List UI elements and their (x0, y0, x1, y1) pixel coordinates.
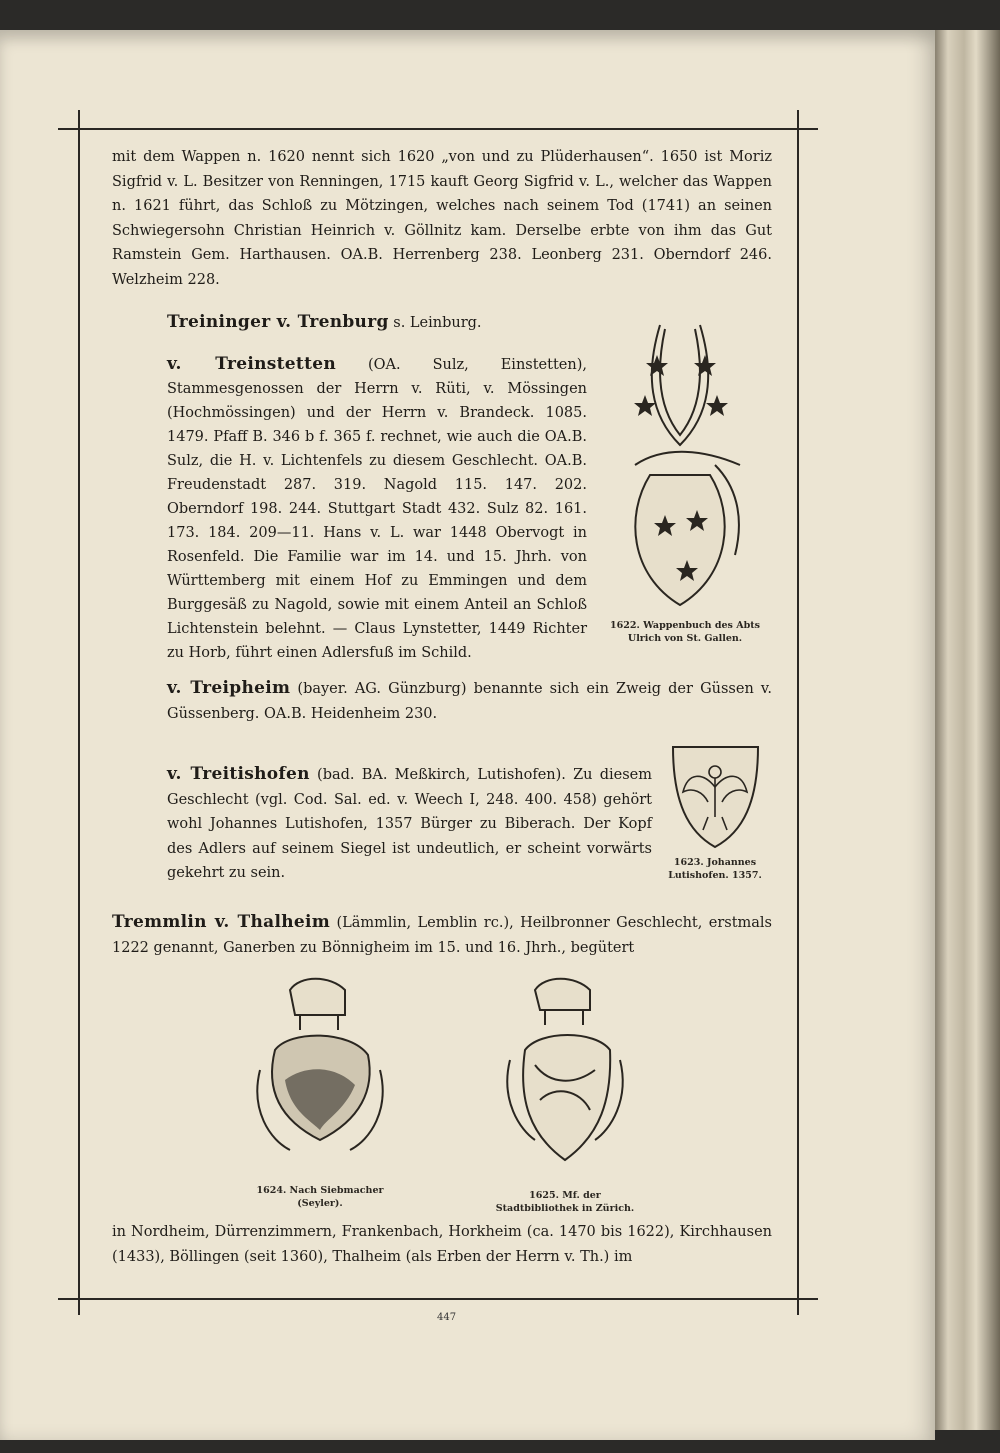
figure-caption: 1622. Wappenbuch des Abts Ulrich von St. Gallen. (610, 620, 760, 644)
frame-line-right (797, 110, 799, 1315)
entry-heading: Treininger v. Trenburg (167, 312, 389, 332)
crested-helm-drawing (250, 970, 390, 1180)
entry-text: s. Leinburg. (388, 315, 482, 331)
figure-1624 (240, 970, 400, 1210)
intro-paragraph (112, 145, 772, 292)
figure-1625 (490, 970, 640, 1215)
entry-treitishofen (112, 762, 652, 886)
shield-with-lamb-drawing (500, 970, 630, 1185)
entry-treinstetten (112, 352, 587, 665)
entry-heading: v. Treipheim (167, 678, 291, 698)
entry-text: (bad. BA. Meßkirch, Lutishofen). Zu diesem Geschlecht (vgl. Cod. Sal. ed. v. Weech I, 248. 400. 458) gehört wohl Johannes Lutishofen, 1357 Bürger zu Biberach. Der Kopf des Adlers auf seinem Siegel ist undeutlich, er scheint vorwärts gekehrt zu sein. (167, 767, 653, 881)
figure-caption: 1624. Nach Siebmacher (Seyler). (256, 1185, 384, 1209)
entry-text: (bayer. AG. Günzburg) benannte sich ein Zweig der Güssen v. Güssenberg. OA.B. Heidenheim 230. (167, 681, 772, 722)
entry-heading: v. Treitishofen (167, 764, 310, 784)
entry-text: (Lämmlin, Lemblin rc.), Heilbronner Geschlecht, erstmals 1222 genannt, Ganerben zu Bönnigheim im 15. und 16. Jhrh., begütert (112, 915, 772, 956)
figure-1622 (600, 315, 770, 645)
figure-caption: 1623. Johannes Lutishofen. 1357. (668, 857, 762, 881)
frame-line-top (58, 128, 818, 130)
entry-tremmlin-continued (112, 1220, 772, 1269)
figure-caption: 1625. Mf. der Stadtbibliothek in Zürich. (495, 1190, 635, 1214)
entry-text: (OA. Sulz, Einstetten), Stammesgenossen der Herrn v. Rüti, v. Mössingen (Hochmössingen) und der Herrn v. Brandeck. 1085. 1479. Pfaff B. 346 b f. 365 f. rechnet, wie auch die OA.B. Sulz, die H. v. Lichtenfels zu diesem Geschlecht. OA.B. Freudenstadt 287. 319. Nagold 115. 147. 202. Oberndorf 198. 244. Stuttgart Stadt 432. Sulz 82. 161. 173. 184. 209—11. Hans v. L. war 1448 Obervogt in Rosenfeld. Die Familie war im 14. und 15. Jhrh. von Württemberg mit einem Hof zu Emmingen und dem Burggesäß zu Nagold, sowie mit einem Anteil an Schloß Lichtenstein belehnt. — Claus Lynstetter, 1449 Richter zu Horb, führt einen Adlersfuß im Schild. (167, 357, 587, 661)
intro-text: mit dem Wappen n. 1620 nennt sich 1620 „von und zu Plüderhausen“. 1650 ist Moriz Sigfrid v. L. Besitzer von Renningen, 1715 kauft Georg Sigfrid v. L., welcher das Wappen n. 1621 führt, das Schloß zu Mötzingen, welches nach seinem Tod (1741) an seinen Schwiegersohn Christian Heinrich v. Göllnitz kam. Derselbe erbte von ihm das Gut Ramstein Gem. Harthausen. OA.B. Herrenberg 238. Leonberg 231. Oberndorf 246. Welzheim 228. (112, 149, 772, 288)
entry-heading: Tremmlin v. Thalheim (112, 912, 331, 932)
entry-continued-text: in Nordheim, Dürrenzimmern, Frankenbach, Horkheim (ca. 1470 bis 1622), Kirchhausen (1433), Böllingen (seit 1360), Thalheim (als Erben der Herrn v. Th.) im (112, 1224, 772, 1265)
entry-heading: v. Treinstetten (167, 354, 336, 374)
eagle-shield-drawing (668, 742, 763, 852)
coat-of-arms-drawing (605, 315, 765, 615)
entry-treipheim (112, 676, 772, 726)
page-number: 447 (437, 1312, 457, 1323)
entry-tremmlin (112, 910, 772, 960)
frame-line-bottom (58, 1298, 818, 1300)
frame-line-left (78, 110, 80, 1315)
figure-1623 (660, 742, 770, 882)
